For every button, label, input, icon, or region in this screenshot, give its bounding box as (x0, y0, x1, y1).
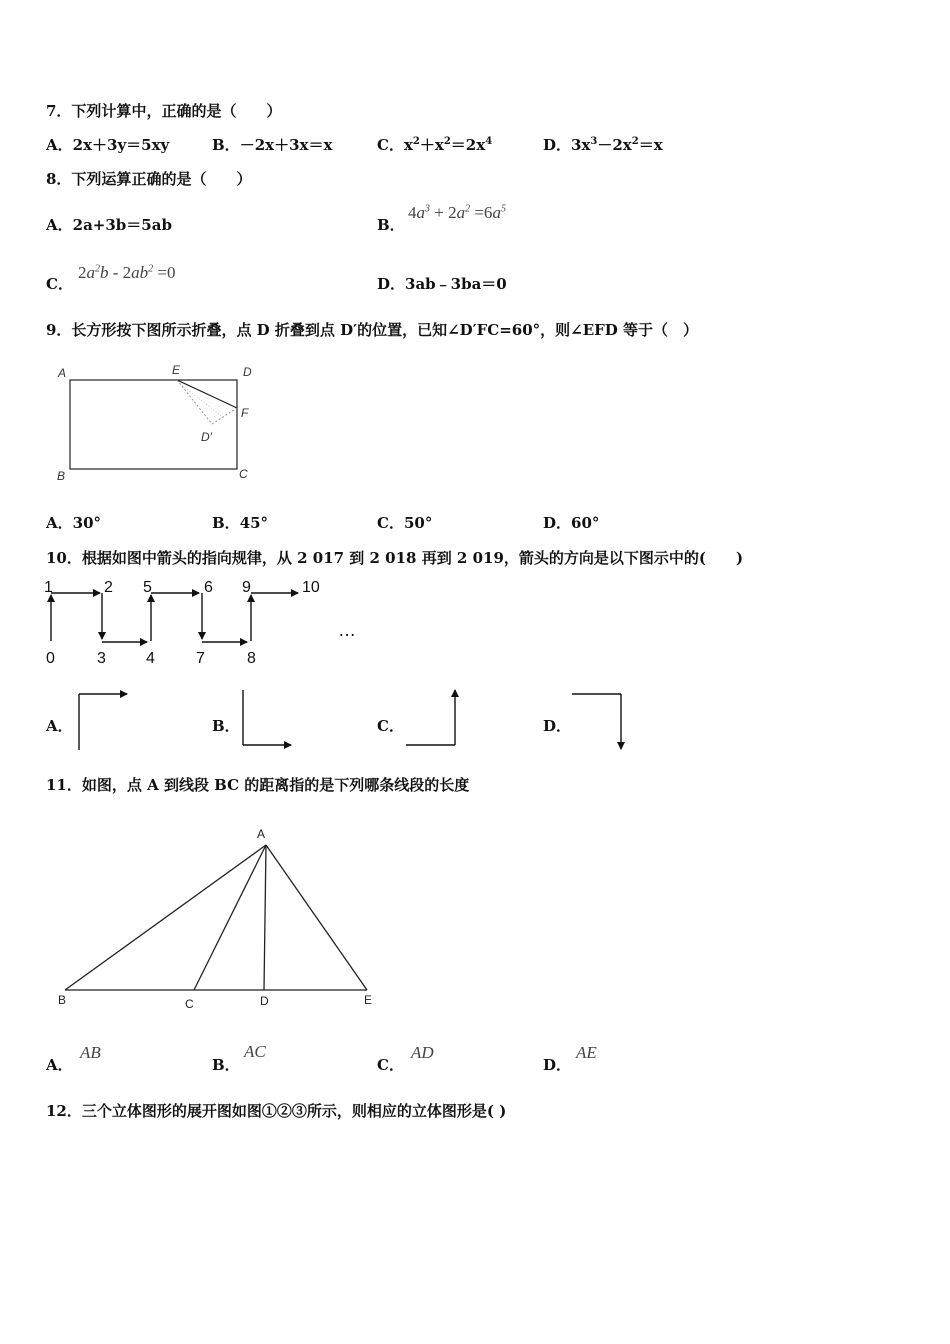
option-label: C． (377, 136, 404, 154)
label-d: D (260, 994, 269, 1008)
label-e: E (172, 363, 181, 377)
math-part: ＋x (419, 136, 444, 154)
num-2: 2 (104, 579, 113, 596)
label-b: B (57, 469, 66, 483)
label-a: A (58, 366, 67, 380)
math-sup: 2 (148, 263, 154, 275)
math-sup: 5 (500, 203, 506, 215)
math-part: ＝2x (450, 136, 486, 154)
math-part: a (86, 263, 95, 282)
option-text: 2x＋3y＝5xy (72, 136, 170, 154)
num-6: 6 (204, 579, 213, 596)
label-c: C (239, 467, 248, 481)
segment-ac (194, 845, 266, 990)
num-0: 0 (46, 650, 55, 667)
option-label: B． (212, 136, 240, 154)
num-8: 8 (247, 650, 256, 667)
q11-option-a-label[interactable]: A． (46, 1056, 73, 1074)
label-d: D (243, 365, 252, 379)
label-c: C (185, 997, 194, 1011)
num-10: 10 (302, 579, 320, 596)
segment-ad (264, 845, 266, 990)
question-10-stem: 10．根据如图中箭头的指向规律，从 2 017 到 2 018 再到 2 019，箭头的方向是以下图示中的( ) (46, 549, 744, 567)
q11-option-c-label[interactable]: C． (377, 1056, 404, 1074)
question-9-stem: 9．长方形按下图所示折叠，点 D 折叠到点 D′的位置，已知∠D′FC=60°，则∠EFD 等于（ ） (46, 321, 699, 339)
q10-option-c[interactable]: C． (377, 717, 404, 735)
math-part: 4 (408, 203, 417, 222)
math-sup: 2 (412, 136, 420, 147)
option-label: A． (46, 216, 73, 234)
option-text: 3ab﹣3ba＝0 (405, 275, 507, 293)
math-part: a (416, 203, 425, 222)
num-4: 4 (146, 650, 155, 667)
q10-option-a[interactable]: A． (46, 717, 73, 735)
math-part: =6 (470, 203, 493, 222)
q8-option-c-label[interactable]: C． (46, 275, 73, 293)
option-label: D． (543, 136, 572, 154)
num-1: 1 (44, 579, 53, 596)
option-label: D． (377, 275, 406, 293)
math-sup: 3 (590, 136, 598, 147)
label-a: A (257, 827, 266, 841)
math-part: b (100, 263, 109, 282)
option-text: 50° (403, 514, 433, 532)
q11-option-b-text: AC (244, 1042, 266, 1061)
math-part: a (456, 203, 466, 222)
num-7: 7 (196, 650, 205, 667)
q8-option-b-label[interactable]: B． (377, 216, 405, 234)
option-label: A． (46, 136, 73, 154)
q11-option-c-text: AD (411, 1043, 434, 1062)
num-5: 5 (143, 579, 152, 596)
math-part: =0 (153, 263, 176, 282)
math-part: ＝x (638, 136, 663, 154)
question-11-stem: 11．如图，点 A 到线段 BC 的距离指的是下列哪条线段的长度 (46, 776, 470, 794)
math-part: a (492, 203, 501, 222)
question-12-stem: 12．三个立体图形的展开图如图①②③所示，则相应的立体图形是( ) (46, 1102, 507, 1120)
segment-ab (65, 845, 266, 990)
math-part: 2 (78, 263, 87, 282)
math-sup: 2 (631, 136, 639, 147)
math-part: - 2 (108, 263, 132, 282)
num-3: 3 (97, 650, 106, 667)
q10-option-b[interactable]: B． (212, 717, 240, 735)
q10-option-d[interactable]: D． (543, 717, 572, 735)
math-sup: 2 (443, 136, 451, 147)
label-f: F (241, 406, 249, 420)
math-part: －2x (597, 136, 632, 154)
option-text: 30° (72, 514, 102, 532)
math-sup: 4 (485, 136, 493, 147)
label-b: B (58, 993, 67, 1007)
math-part: x (403, 136, 413, 154)
option-text: 45° (239, 514, 269, 532)
math-sup: 2 (95, 263, 100, 275)
q11-option-d-text: AE (576, 1043, 597, 1062)
ellipsis: … (338, 620, 356, 640)
label-d-prime: D′ (201, 430, 212, 444)
option-text: 60° (571, 514, 600, 532)
option-label: B． (212, 514, 240, 532)
option-text: －2x＋3x＝x (239, 136, 333, 154)
q11-option-d-label[interactable]: D． (543, 1056, 572, 1074)
q11-option-a-text: AB (80, 1043, 101, 1062)
option-label: C． (377, 514, 404, 532)
option-label: D． (543, 514, 572, 532)
option-label: A． (46, 514, 73, 532)
option-text: 2a+3b＝5ab (72, 216, 172, 234)
num-9: 9 (242, 579, 251, 596)
math-part: 3x (571, 136, 591, 154)
q11-option-b-label[interactable]: B． (212, 1056, 240, 1074)
question-8-stem: 8．下列运算正确的是（ ） (46, 170, 252, 188)
question-7-stem: 7．下列计算中，正确的是（ ） (46, 102, 282, 120)
math-sup: 2 (465, 203, 471, 215)
label-e: E (364, 993, 373, 1007)
math-part: ab (131, 263, 149, 282)
math-sup: 3 (425, 203, 430, 215)
math-part: + 2 (430, 203, 457, 222)
segment-ae (266, 845, 367, 990)
